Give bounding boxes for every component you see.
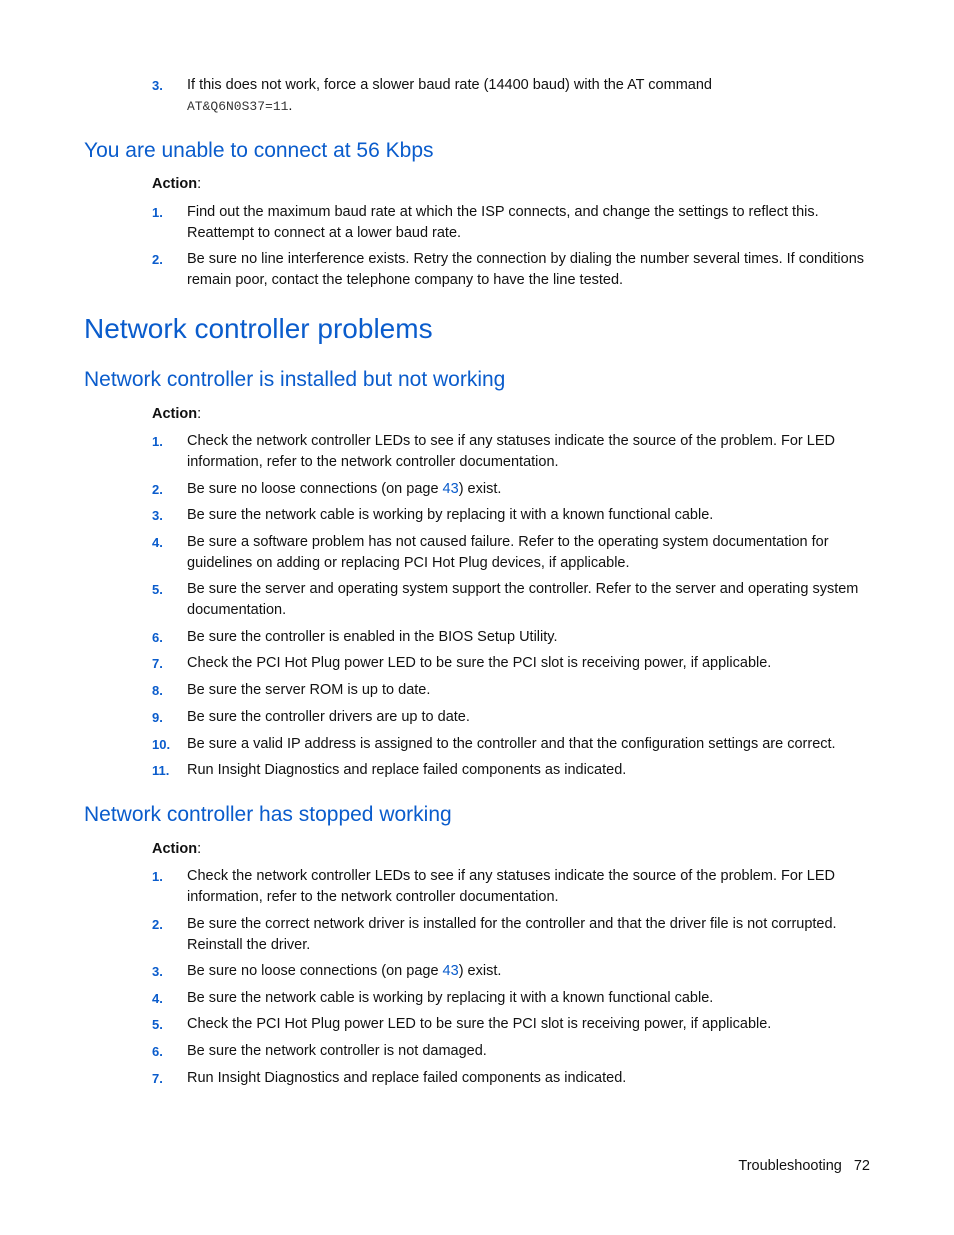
action-label: Action: <box>152 406 202 422</box>
section-heading-56kbps: You are unable to connect at 56 Kbps <box>84 139 434 162</box>
item-number: 3. <box>152 78 163 93</box>
action-label: Action: <box>152 176 202 192</box>
document-page: 3. If this does not work, force a slower baud rate (14400 baud) with the AT command AT&Q6N0S37=11. You are unable to connect at 56 Kbps Action: 1. Find out the maximum baud rate at which the ISP connects, and change the settings to reflect this. Reattempt to connect at a lower baud rate. 2. Be sure no line interference exists. Retry the connection by dialing the number several times. If conditions remain poor, contact the telephone company to have the line tested. Network controller problems Network controller is installed but not working Action: 1. Check the network controller LEDs to see if any statuses indicate the source of the problem. For LED information, refer to the network controller documentation. 2. Be sure no loose connections (on page 43) exist. 3. Be sure the network cable is working by replacing it with a known functional cable. 4. Be sure a software problem has not caused failure. Refer to the operating system documentation for guidelines on adding or replacing PCI Hot Plug devices, if applicable. 5. Be sure the server and operating system support the controller. Refer to the server and operating system documentation. 6. Be sure the controller is enabled in the BIOS Setup Utility. 7. Check the PCI Hot Plug power LED to be sure the PCI slot is receiving power, if applicable. 8. Be sure the server ROM is up to date. 9. Be sure the controller drivers are up to date. 10. Be sure a valid IP address is assigned to the controller and that the configuration settings are correct. 11. Run Insight Diagnostics and replace failed components as indicated. Network controller has stopped working Action: 1. Check the network controller LEDs to see if any statuses indicate the source of the problem. For LED information, refer to the network controller documentation. 2. Be sure the correct network driver is installed for the controller and that the driver file is not corrupted. Reinstall the driver. 3. Be sure no loose connections (on page 43) exist. 4. Be sure the network cable is working by replacing it with a known functional cable. 5. Check the PCI Hot Plug power LED to be sure the PCI slot is receiving power, if applicable. 6. Be sure the network controller is not damaged. 7. Run Insight Diagnostics and replace failed components as indicated. Troubleshooting 72 <box>84 77 870 1174</box>
item-text: If this does not work, force a slower baud rate (14400 baud) with the AT command AT&Q6N0S37=11. <box>187 77 712 114</box>
page-link[interactable]: 43 <box>442 481 459 497</box>
section-heading-installed-not-working: Network controller is installed but not working <box>84 368 506 391</box>
page-link[interactable]: 43 <box>442 963 459 979</box>
section-heading-stopped-working: Network controller has stopped working <box>84 803 452 826</box>
page-number: 72 <box>853 1158 870 1174</box>
footer-section-name: Troubleshooting <box>738 1158 842 1174</box>
chapter-heading: Network controller problems <box>84 313 433 344</box>
action-label: Action: <box>152 841 202 857</box>
page-footer <box>600 1158 870 1174</box>
at-command-code: AT&Q6N0S37=11 <box>187 99 289 114</box>
